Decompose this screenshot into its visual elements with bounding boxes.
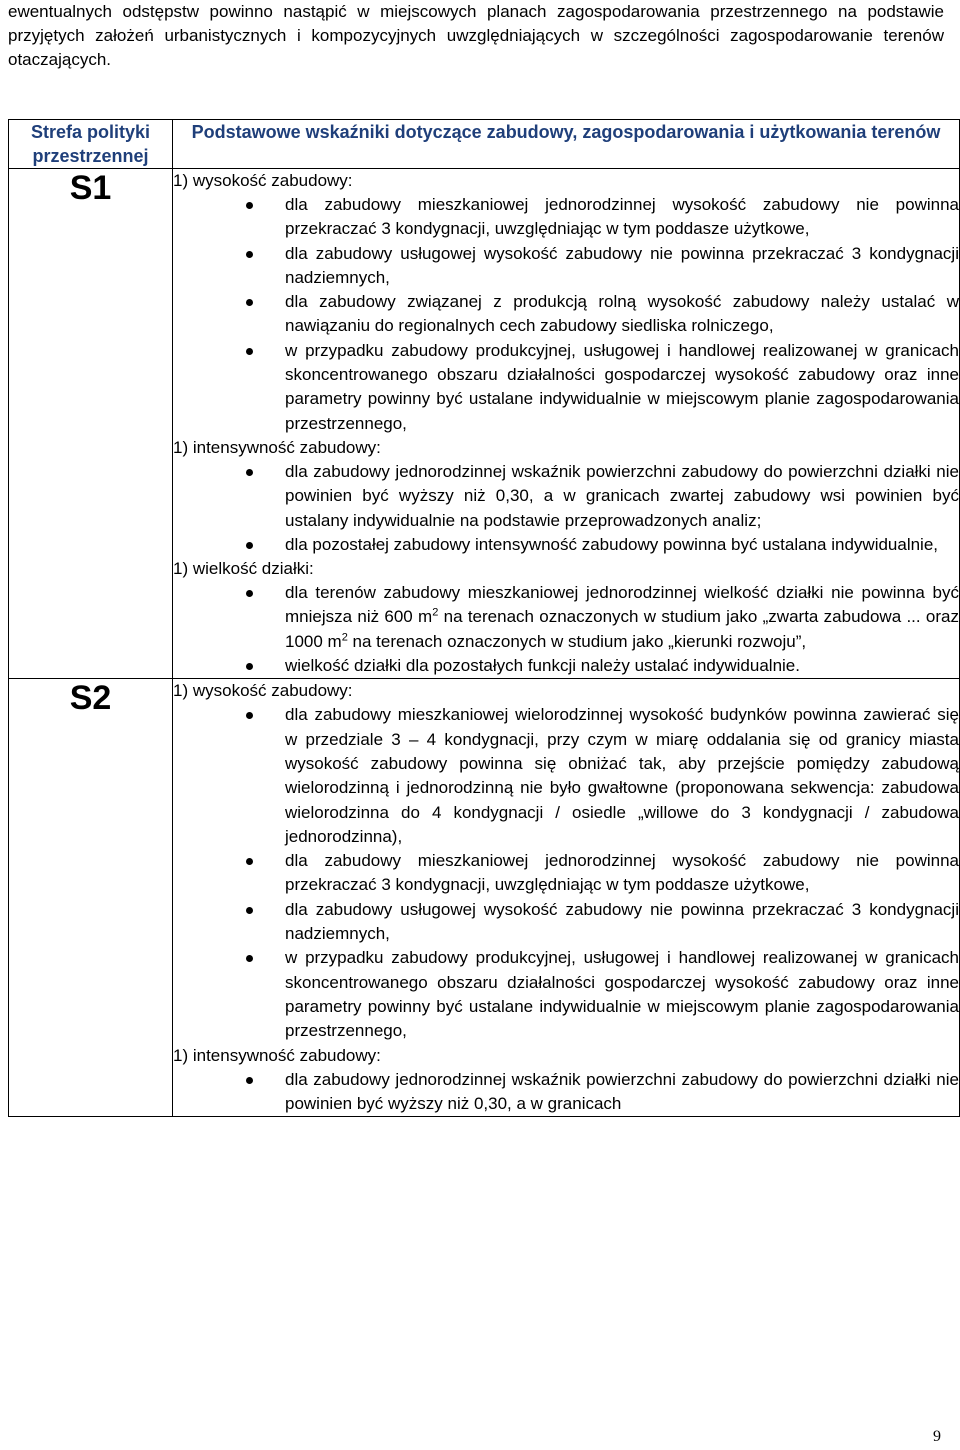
bullet-icon bbox=[246, 542, 253, 549]
bullet-icon bbox=[246, 1077, 253, 1084]
zone-code-s1: S1 bbox=[9, 169, 173, 679]
page-number: 9 bbox=[933, 1428, 941, 1445]
bullet-list bbox=[173, 703, 959, 1043]
bullet-icon bbox=[246, 590, 253, 597]
header-zone: Strefa polityki przestrzennej bbox=[9, 120, 173, 169]
policy-zones-table bbox=[8, 119, 960, 1117]
bullet-list bbox=[173, 193, 959, 436]
section-title: 1) wielkość działki: bbox=[173, 559, 314, 579]
bullet-icon bbox=[246, 907, 253, 914]
zone-body-s1 bbox=[173, 169, 960, 679]
bullet-icon bbox=[246, 955, 253, 962]
bullet-list bbox=[173, 460, 959, 557]
bullet-icon bbox=[246, 251, 253, 258]
list-item: dla zabudowy mieszkaniowej jednorodzinnej wysokość zabudowy nie powinna przekraczać 3 kondygnacji, uwzględniając w tym poddasze użytkowe, bbox=[285, 849, 959, 898]
intro-paragraph: ewentualnych odstępstw powinno nastąpić w miejscowych planach zagospodarowania przestrzennego na podstawie przyjętych założeń urbanistycznych i kompozycyjnych uwzględniających w szczególności zagospodarowanie terenów otaczających. bbox=[8, 2, 944, 69]
zone-body-s2 bbox=[173, 679, 960, 1117]
bullet-icon bbox=[246, 469, 253, 476]
list-item: dla zabudowy związanej z produkcją rolną wysokość zabudowy należy ustalać w nawiązaniu do regionalnych cech zabudowy siedliska rolniczego, bbox=[285, 290, 959, 339]
list-item: wielkość działki dla pozostałych funkcji należy ustalać indywidualnie. bbox=[285, 654, 959, 678]
section-title: 1) wysokość zabudowy: bbox=[173, 681, 353, 701]
bullet-icon bbox=[246, 299, 253, 306]
list-item: dla terenów zabudowy mieszkaniowej jednorodzinnej wielkość działki nie powinna być mniejsza niż 600 $m^2$ na terenach oznaczonych w studium jako „zwarta zabudowa ... oraz 1000 $m^2$ na terenach oznaczonych w studium jako „kierunki rozwoju”, bbox=[285, 581, 959, 654]
header-indicators: Podstawowe wskaźniki dotyczące zabudowy, zagospodarowania i użytkowania terenów bbox=[173, 120, 960, 169]
bullet-icon bbox=[246, 348, 253, 355]
bullet-icon bbox=[246, 202, 253, 209]
bullet-icon bbox=[246, 663, 253, 670]
list-item: dla zabudowy usługowej wysokość zabudowy nie powinna przekraczać 3 kondygnacji nadziemnych, bbox=[285, 242, 959, 291]
section-title: 1) intensywność zabudowy: bbox=[173, 437, 381, 457]
bullet-list bbox=[173, 581, 959, 678]
list-item: dla zabudowy jednorodzinnej wskaźnik powierzchni zabudowy do powierzchni działki nie powinien być wyższy niż 0,30, a w granicach zwartej zabudowy wsi powinien być ustalany indywidualnie na podstawie przeprowadzonych analiz; bbox=[285, 460, 959, 533]
bullet-icon bbox=[246, 712, 253, 719]
list-item: dla zabudowy mieszkaniowej jednorodzinnej wysokość zabudowy nie powinna przekraczać 3 kondygnacji, uwzględniając w tym poddasze użytkowe, bbox=[285, 193, 959, 242]
list-item: dla zabudowy mieszkaniowej wielorodzinnej wysokość budynków powinna zawierać się w przedziale 3 – 4 kondygnacji, przy czym w miarę oddalania się od granicy miasta wysokość zabudowy powinna się obniżać tak, aby przejście pomiędzy zabudową wielorodzinną i jednorodzinną nie było gwałtowne (proponowana sekwencja: zabudowa wielorodzinna do 4 kondygnacji / osiedle „willowe do 3 kondygnacji / zabudowa jednorodzinna), bbox=[285, 703, 959, 849]
bullet-list bbox=[173, 1068, 959, 1117]
list-item: dla zabudowy jednorodzinnej wskaźnik powierzchni zabudowy do powierzchni działki nie powinien być wyższy niż 0,30, a w granicach bbox=[285, 1068, 959, 1117]
list-item: dla pozostałej zabudowy intensywność zabudowy powinna być ustalana indywidualnie, bbox=[285, 533, 959, 557]
zone-row-s2 bbox=[9, 679, 960, 1117]
zone-code-s2: S2 bbox=[9, 679, 173, 1117]
zone-row-s1 bbox=[9, 169, 960, 679]
table-header-row bbox=[9, 120, 960, 169]
section-title: 1) wysokość zabudowy: bbox=[173, 171, 353, 190]
bullet-icon bbox=[246, 858, 253, 865]
list-item: dla zabudowy usługowej wysokość zabudowy nie powinna przekraczać 3 kondygnacji nadziemnych, bbox=[285, 898, 959, 947]
list-item: w przypadku zabudowy produkcyjnej, usługowej i handlowej realizowanej w granicach skoncentrowanego obszaru działalności gospodarczej wysokość zabudowy oraz inne parametry powinny być ustalane indywidualnie w miejscowym planie zagospodarowania przestrzennego, bbox=[285, 946, 959, 1043]
section-title: 1) intensywność zabudowy: bbox=[173, 1045, 381, 1065]
list-item: w przypadku zabudowy produkcyjnej, usługowej i handlowej realizowanej w granicach skoncentrowanego obszaru działalności gospodarczej wysokość zabudowy oraz inne parametry powinny być ustalane indywidualnie w miejscowym planie zagospodarowania przestrzennego, bbox=[285, 339, 959, 436]
